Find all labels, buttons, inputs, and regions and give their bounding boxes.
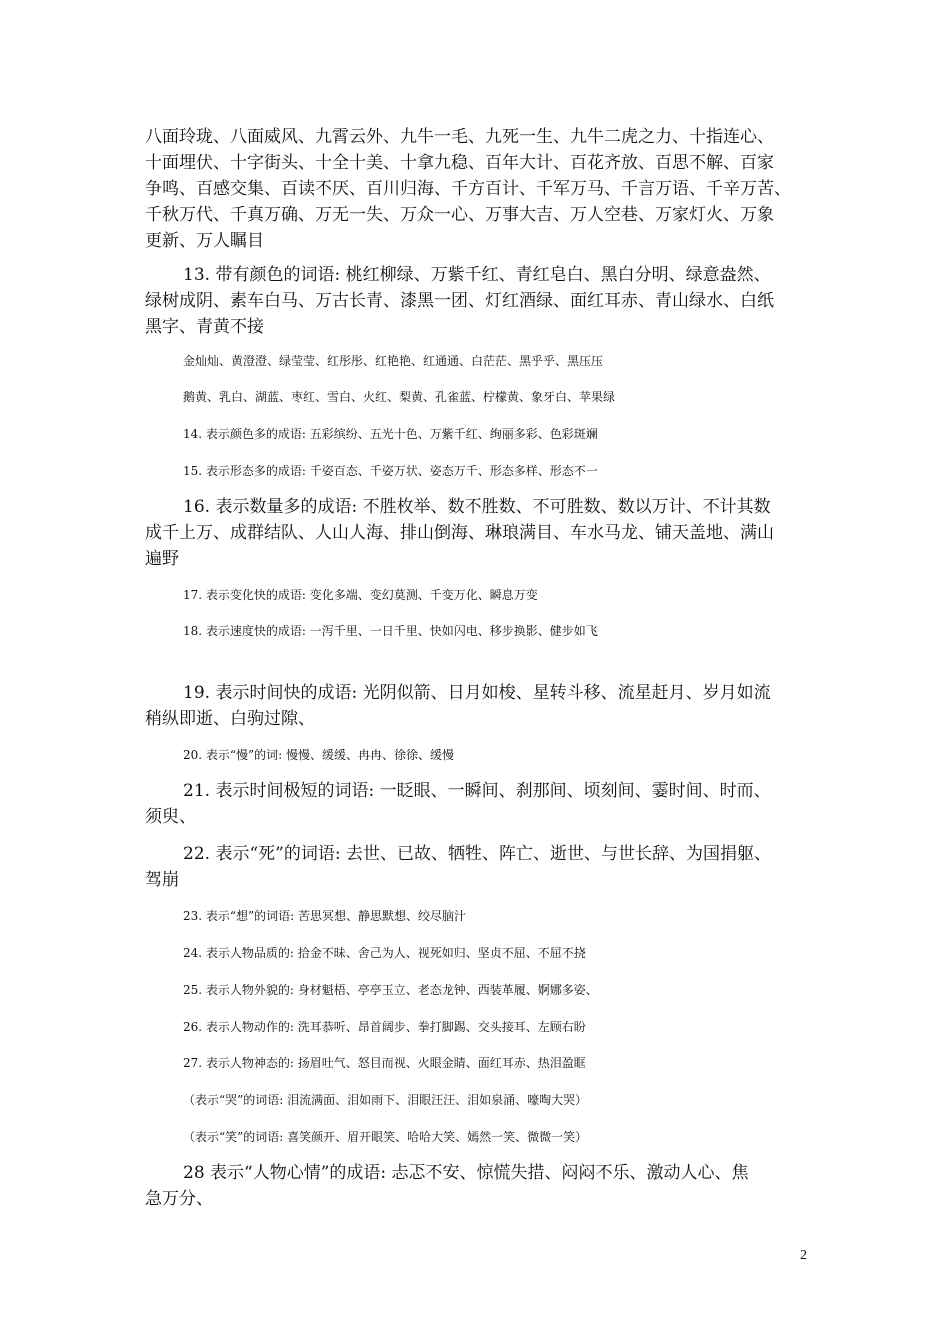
text-line: 驾崩	[145, 870, 179, 890]
text-line: 遍野	[145, 549, 179, 569]
text-line: 21. 表示时间极短的词语: 一眨眼、一瞬间、刹那间、顷刻间、霎时间、时而、	[183, 781, 771, 801]
text-line: 黑字、青黄不接	[145, 317, 264, 337]
paragraph-numbers-idioms	[145, 124, 813, 254]
text-line: 争鸣、百感交集、百读不厌、百川归海、千方百计、千军万马、千言万语、千辛万苦、	[145, 179, 791, 199]
paragraph-laugh-words	[183, 1124, 851, 1150]
paragraph-27	[183, 1050, 851, 1076]
paragraph-18	[183, 618, 851, 644]
text-line: 八面玲珑、八面威风、九霄云外、九牛一毛、九死一生、九牛二虎之力、十指连心、	[145, 127, 774, 147]
text-line: 13. 带有颜色的词语: 桃红柳绿、万紫千红、青红皂白、黑白分明、绿意盎然、	[183, 265, 771, 285]
paragraph-23	[183, 903, 851, 929]
paragraph-color-words-1	[183, 348, 851, 374]
text-line: 金灿灿、黄澄澄、绿莹莹、红彤彤、红艳艳、红通通、白茫茫、黑乎乎、黑压压	[183, 354, 604, 368]
text-line: 绿树成阴、素车白马、万古长青、漆黑一团、灯红酒绿、面红耳赤、青山绿水、白纸	[145, 291, 774, 311]
text-line: 14. 表示颜色多的成语: 五彩缤纷、五光十色、万紫千红、绚丽多彩、色彩斑斓	[183, 427, 598, 441]
text-line: （表示“哭”的词语: 泪流满面、泪如雨下、泪眼汪汪、泪如泉涌、嚎啕大哭）	[183, 1093, 588, 1107]
text-line: 十面埋伏、十字街头、十全十美、十拿九稳、百年大计、百花齐放、百思不解、百家	[145, 153, 774, 173]
text-line: 28 表示“人物心情”的成语: 忐忑不安、惊慌失措、闷闷不乐、激动人心、焦	[183, 1163, 749, 1183]
text-line: 23. 表示“想”的词语: 苦思冥想、静思默想、绞尽脑汁	[183, 909, 467, 923]
paragraph-19	[145, 680, 813, 732]
paragraph-25	[183, 977, 851, 1003]
paragraph-21	[145, 778, 813, 830]
paragraph-26	[183, 1014, 851, 1040]
text-line: 鹅黄、乳白、湖蓝、枣红、雪白、火红、梨黄、孔雀蓝、柠檬黄、象牙白、苹果绿	[183, 390, 616, 404]
text-line: 27. 表示人物神态的: 扬眉吐气、怒目而视、火眼金睛、面红耳赤、热泪盈眶	[183, 1056, 586, 1070]
text-line: 千秋万代、千真万确、万无一失、万众一心、万事大吉、万人空巷、万家灯火、万象	[145, 205, 774, 225]
paragraph-16	[145, 494, 813, 572]
text-line: 更新、万人瞩目	[145, 231, 264, 251]
text-line: 22. 表示“死”的词语: 去世、已故、牺牲、阵亡、逝世、与世长辞、为国捐躯、	[183, 844, 771, 864]
text-line: （表示“笑”的词语: 喜笑颜开、眉开眼笑、哈哈大笑、嫣然一笑、微微一笑）	[183, 1130, 588, 1144]
text-line: 25. 表示人物外貌的: 身材魁梧、亭亭玉立、老态龙钟、西装革履、婀娜多姿、	[183, 983, 598, 997]
text-line: 17. 表示变化快的成语: 变化多端、变幻莫测、千变万化、瞬息万变	[183, 588, 538, 602]
text-line: 20. 表示“慢”的词: 慢慢、缓缓、冉冉、徐徐、缓慢	[183, 748, 455, 762]
text-line: 急万分、	[145, 1189, 213, 1209]
paragraph-28	[145, 1160, 813, 1212]
text-line: 成千上万、成群结队、人山人海、排山倒海、琳琅满目、车水马龙、铺天盖地、满山	[145, 523, 774, 543]
paragraph-22	[145, 841, 813, 893]
page-number: 2	[800, 1248, 807, 1263]
text-line: 19. 表示时间快的成语: 光阴似箭、日月如梭、星转斗移、流星赶月、岁月如流	[183, 683, 771, 703]
text-line: 18. 表示速度快的成语: 一泻千里、一日千里、快如闪电、移步换影、健步如飞	[183, 624, 598, 638]
paragraph-24	[183, 940, 851, 966]
paragraph-cry-words	[183, 1087, 851, 1113]
paragraph-15	[183, 458, 851, 484]
paragraph-17	[183, 582, 851, 608]
paragraph-20	[183, 742, 851, 768]
paragraph-13	[145, 262, 813, 340]
text-line: 稍纵即逝、白驹过隙、	[145, 709, 315, 729]
text-line: 26. 表示人物动作的: 洗耳恭听、昂首阔步、拳打脚踢、交头接耳、左顾右盼	[183, 1020, 586, 1034]
text-line: 15. 表示形态多的成语: 千姿百态、千姿万状、姿态万千、形态多样、形态不一	[183, 464, 598, 478]
paragraph-14	[183, 421, 851, 447]
text-line: 16. 表示数量多的成语: 不胜枚举、数不胜数、不可胜数、数以万计、不计其数	[183, 497, 771, 517]
paragraph-color-words-2	[183, 384, 851, 410]
text-line: 24. 表示人物品质的: 拾金不昧、舍己为人、视死如归、坚贞不屈、不屈不挠	[183, 946, 586, 960]
text-line: 须臾、	[145, 807, 196, 827]
